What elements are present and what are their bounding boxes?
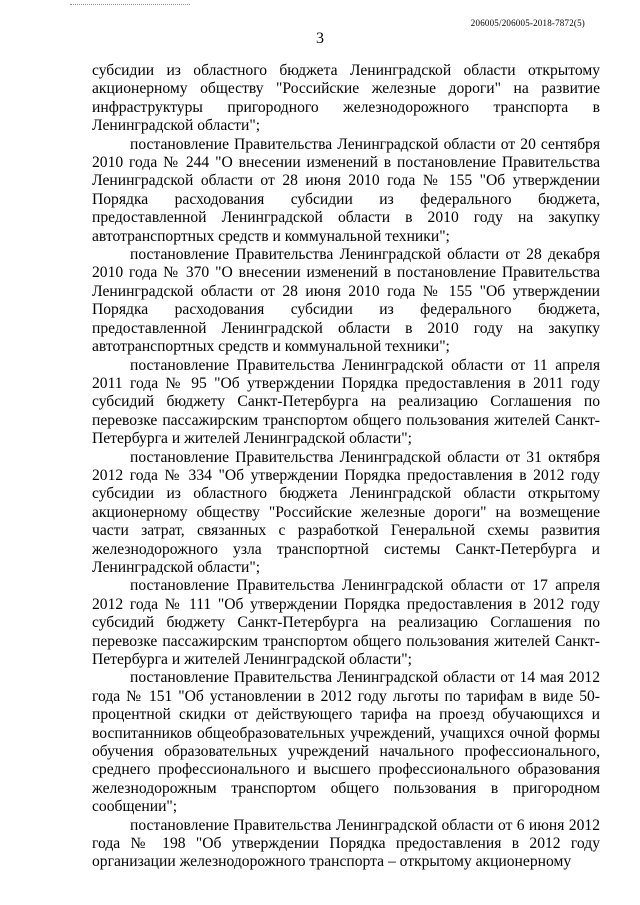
- paragraph: постановление Правительства Ленинградской области от 11 апреля 2011 года № 95 "Об утверждении Порядка предоставления в 2011 году субсидий бюджету Санкт-Петербурга на реализацию Соглашения по перевозке пассажирским транспортом общего пользования жителей Санкт-Петербурга и жителей Ленинградской области";: [92, 356, 600, 448]
- paragraph: постановление Правительства Ленинградской области от 6 июня 2012 года № 198 "Об утверждении Порядка предоставления в 2012 году организации железнодорожного транспорта – открытому акционерному: [92, 816, 600, 871]
- document-body: [92, 62, 600, 872]
- paragraph: субсидии из областного бюджета Ленинградской области открытому акционерному обществу "Российские железные дороги" на развитие инфраструктуры пригородного железнодорожного транспорта в Ленинградской области";: [92, 62, 600, 135]
- scan-artifact: [70, 0, 190, 5]
- paragraph: постановление Правительства Ленинградской области от 20 сентября 2010 года № 244 "О внесении изменений в постановление Правительства Ленинградской области от 28 июня 2010 года № 155 "Об утверждении Порядка расходования субсидии из федерального бюджета, предоставленной Ленинградской области в 2010 году на закупку автотранспортных средств и коммунальной техники";: [92, 135, 600, 245]
- paragraph: постановление Правительства Ленинградской области от 17 апреля 2012 года № 111 "Об утверждении Порядка предоставления в 2012 году субсидий бюджету Санкт-Петербурга на реализацию Соглашения по перевозке пассажирским транспортом общего пользования жителей Санкт-Петербурга и жителей Ленинградской области";: [92, 577, 600, 668]
- paragraph: постановление Правительства Ленинградской области от 31 октября 2012 года № 334 "Об утверждении Порядка предоставления в 2012 году субсидии из областного бюджета Ленинградской области открытому акционерному обществу "Российские железные дороги" на возмещение части затрат, связанных с разработкой Генеральной схемы развития железнодорожного узла транспортной системы Санкт-Петербурга и Ленинградской области";: [92, 448, 600, 576]
- page-number: 3: [316, 30, 324, 47]
- paragraph: постановление Правительства Ленинградской области от 14 мая 2012 года № 151 "Об установлении в 2012 году льготы по тарифам в виде 50-процентной скидки от действующего тарифа на проезд обучающихся и воспитанников общеобразовательных учреждений, учащихся очной формы обучения образовательных учреждений начального профессионального, среднего профессионального и высшего профессионального образования железнодорожным транспортом общего пользования в пригородном сообщении";: [92, 669, 600, 816]
- paragraph: постановление Правительства Ленинградской области от 28 декабря 2010 года № 370 "О внесении изменений в постановление Правительства Ленинградской области от 28 июня 2010 года № 155 "Об утверждении Порядка расходования субсидии из федерального бюджета, предоставленной Ленинградской области в 2010 году на закупку автотранспортных средств и коммунальной техники";: [92, 246, 600, 356]
- document-id: 206005/206005-2018-7872(5): [470, 18, 585, 28]
